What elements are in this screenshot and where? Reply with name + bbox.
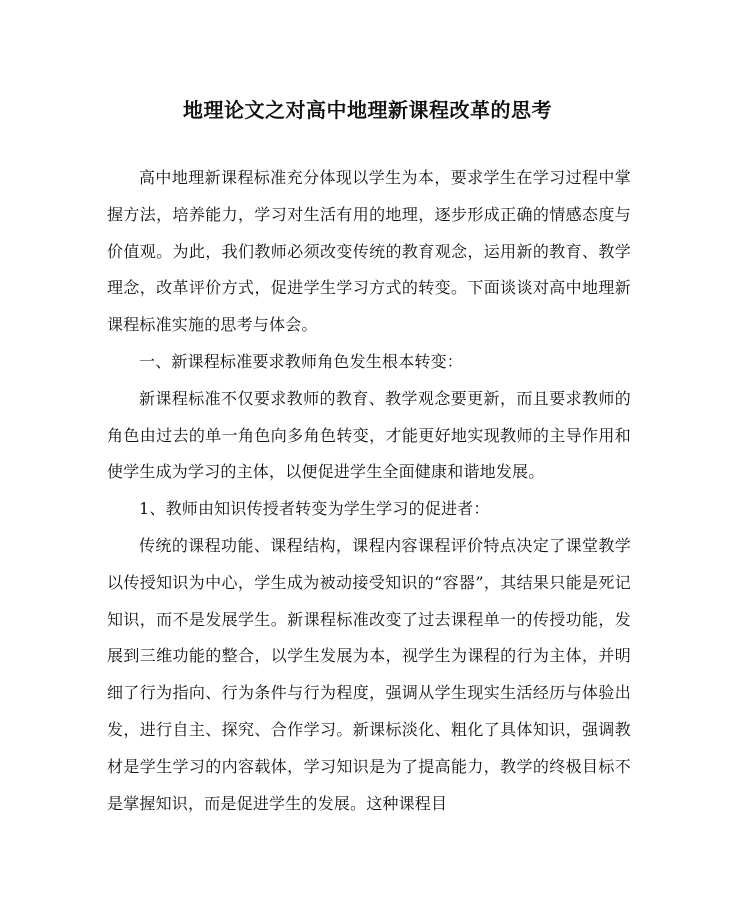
document-body <box>107 160 631 822</box>
paragraph-subsection-1: 传统的课程功能、课程结构，课程内容课程评价特点决定了课堂教学以传授知识为中心，学生成为被动接受知识的“容器”，其结果只能是死记知识，而不是发展学生。新课程标准改变了过去课程单一的传授功能，发展到三维功能的整合，以学生发展为本，视学生为课程的行为主体，并明细了行为指向、行为条件与行为程度，强调从学生现实生活经历与体验出发，进行自主、探究、合作学习。新课标淡化、粗化了具体知识，强调教材是学生学习的内容载体，学习知识是为了提高能力，教学的终极目标不是掌握知识，而是促进学生的发展。这种课程目 <box>107 535 631 813</box>
paragraph-section-1: 新课程标准不仅要求教师的教育、教学观念要更新，而且要求教师的角色由过去的单一角色向多角色转变，才能更好地实现教师的主导作用和使学生成为学习的主体，以便促进学生全面健康和谐地发展。 <box>107 388 631 482</box>
subsection-heading-1: 1、教师由知识传授者转变为学生学习的促进者： <box>139 499 490 519</box>
section-heading-1: 一、新课程标准要求教师角色发生根本转变： <box>139 351 464 371</box>
document-title: 地理论文之对高中地理新课程改革的思考 <box>183 98 552 122</box>
paragraph-intro: 高中地理新课程标准充分体现以学生为本，要求学生在学习过程中掌握方法，培养能力，学习对生活有用的地理，逐步形成正确的情感态度与价值观。为此，我们教师必须改变传统的教育观念，运用新的教育、教学理念，改革评价方式，促进学生学习方式的转变。下面谈谈对高中地理新课程标准实施的思考与体会。 <box>107 168 631 335</box>
